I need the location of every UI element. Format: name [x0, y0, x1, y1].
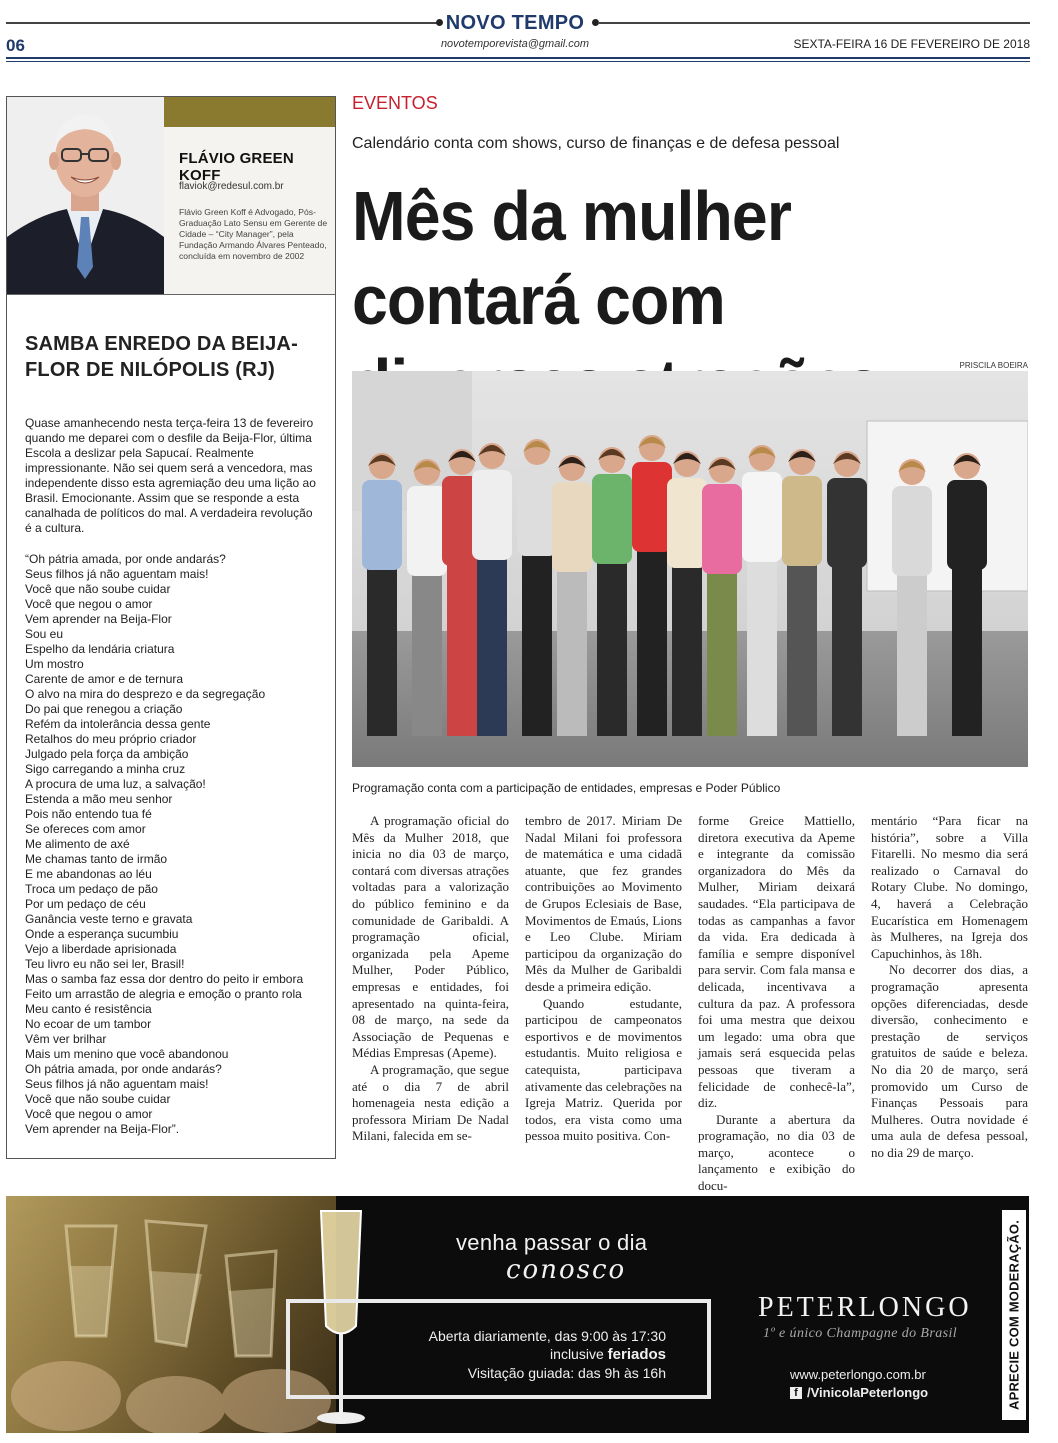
ad-website-link[interactable]: www.peterlongo.com.br — [790, 1367, 926, 1382]
moderation-warning: APRECIE COM MODERAÇÃO. — [1006, 1219, 1022, 1411]
lyric-line: Mais um menino que você abandonou — [25, 1047, 229, 1061]
lyric-line: Retalhos do meu próprio criador — [25, 732, 197, 746]
column-divider — [7, 294, 335, 295]
column-title: SAMBA ENREDO DA BEIJA-FLOR DE NILÓPOLIS (RJ) — [25, 333, 298, 381]
publication-name: NOVO TEMPO — [445, 12, 585, 34]
page-number: 06 — [6, 36, 25, 55]
ad-brand-logo: PETERLONGO — [758, 1292, 972, 1323]
paragraph: forme Greice Mattiello, diretora executiva da Apeme e integrante da comissão organizadora do Mês da Mulher, Miriam deixará saudades. “Ela participava de todas as campanhas a favor da vida. Era dedicada à família e sempre disponível para servir. Com fala mansa e delicada, incentivava a cultura da paz. A professora foi uma mestra que deixou um legado: uma obra que jamais será esquecida pelas pessoas que tiveram a felicidade de conhecê-la”, diz. — [698, 813, 855, 1111]
masthead-rule-thin — [6, 61, 1030, 62]
lyric-line: Teu livro eu não sei ler, Brasil! — [25, 957, 185, 971]
author-name: FLÁVIO GREEN KOFF — [179, 150, 294, 184]
author-email[interactable]: flaviok@redesul.com.br — [179, 181, 284, 192]
lyric-line: Meu canto é resistência — [25, 1002, 152, 1016]
article-column-4 — [871, 813, 1028, 1161]
lyric-line: Vêm ver brilhar — [25, 1032, 107, 1046]
paragraph: mentário “Para ficar na história”, sobre a Villa Fitarelli. No mesmo dia será realizado o Carnaval do Rotary Clube. No domingo, 4, haverá a Celebração Eucarística em Homenagem às Mulheres, na Igreja dos Capuchinhos, às 18h. — [871, 813, 1028, 961]
peterlongo-advertisement[interactable] — [6, 1196, 1029, 1433]
masthead-line-right — [598, 22, 1030, 24]
lyric-line: Refém da intolerância dessa gente — [25, 717, 211, 731]
article-headline: Mês da mulher contará com — [352, 177, 791, 339]
guided-tour-hours: Visitação guiada: das 9h às 16h — [467, 1365, 666, 1381]
article-column-2 — [525, 813, 682, 1145]
lyric-line: Seus filhos já não aguentam mais! — [25, 1077, 209, 1091]
lyric-line: Julgado pela força da ambição — [25, 747, 189, 761]
lyric-line: O alvo na mira do desprezo e da segregação — [25, 687, 266, 701]
lyric-line: Seus filhos já não aguentam mais! — [25, 567, 209, 581]
lyric-line: Você que negou o amor — [25, 597, 153, 611]
lyric-line: Onde a esperança sucumbiu — [25, 927, 179, 941]
lyric-line: “Oh pátria amada, por onde andarás? — [25, 552, 226, 566]
photo-caption: Programação conta com a participação de entidades, empresas e Poder Público — [352, 781, 781, 795]
paragraph: A programação, que segue até o dia 7 de abril homenageia nesta edição a professora Miriam De Nadal Milani, falecida em se- — [352, 1061, 509, 1144]
person-figure — [947, 453, 987, 736]
person-figure — [472, 443, 512, 736]
author-photo — [7, 97, 164, 294]
person-figure — [517, 439, 557, 736]
person-figure — [742, 445, 782, 736]
lyric-line: No ecoar de um tambor — [25, 1017, 152, 1031]
hours-holidays: feriados — [607, 1346, 666, 1363]
article-column-1 — [352, 813, 509, 1145]
lyric-line: Pois não entendo tua fé — [25, 807, 152, 821]
lyric-line: Do pai que renegou a criação — [25, 702, 183, 716]
hours-line-holidays — [336, 1345, 666, 1364]
lyric-line: Sou eu — [25, 627, 64, 641]
ad-tagline: 1º e único Champagne do Brasil — [763, 1326, 958, 1341]
lyric-line: Mas o samba faz essa dor dentro do peito ir embora — [25, 972, 304, 986]
hours-line: Aberta diariamente, das 9:00 às 17:30 — [428, 1328, 666, 1344]
group-photo — [352, 371, 1028, 767]
lyric-line: Um mostro — [25, 657, 84, 671]
lyric-line: Você que não soube cuidar — [25, 582, 171, 596]
hours-prefix: inclusive — [550, 1346, 604, 1362]
column-intro: Quase amanhecendo nesta terça-feira 13 de fevereiro quando me deparei com o desfile da Beija-Flor, última Escola a deslizar pela Sapucaí. Realmente impressionante. Não sei quem será a vencedora, mas independente disso esta agremiação deu uma lição ao Brasil. Emocionante. Assim que se responde a esta canalhada de políticos do mal. A verdadeira revolução é a cultura. — [25, 416, 316, 535]
opinion-column — [6, 96, 336, 1159]
lyric-line: Me chamas tanto de irmão — [25, 852, 168, 866]
masthead-line-left — [6, 22, 438, 24]
samba-lyrics — [25, 552, 325, 1137]
lyric-line: Vem aprender na Beija-Flor”. — [25, 1122, 180, 1136]
lyric-line: Me alimento de axé — [25, 837, 130, 851]
paragraph: No decorrer dos dias, a programação apresenta opções diferenciadas, desde diversão, conhecimento e prestação de serviços gratuitos de saúde e beleza. No dia 20 de março, será promovido um Curso de Finanças Pessoais para Mulheres. Outra novidade é uma aula de defesa pessoal, no dia 29 de março. — [871, 962, 1028, 1160]
person-figure — [592, 447, 632, 736]
author-bio: Flávio Green Koff é Advogado, Pós-Graduação Lato Sensu em Gerente de Cidade – “City Manager”, pela Fundação Armando Álvares Penteado, concluída em novembro de 2002 — [179, 207, 328, 261]
paragraph: tembro de 2017. Miriam De Nadal Milani foi professora de matemática e uma cidadã atuante, que fez grandes contribuições ao Movimento de Grupos Eclesiais de Base, Movimentos de Emaús, Lions e Leo Clube. Miriam participou da organização do Mês da Mulher de Garibaldi desde a primeira edição. — [525, 813, 682, 994]
facebook-handle[interactable]: /VinicolaPeterlongo — [807, 1385, 929, 1400]
person-figure — [892, 459, 932, 736]
person-figure — [702, 457, 742, 736]
paragraph: Durante a abertura da programação, no dia 03 de março, acontece o lançamento e exibição do docu- — [698, 1111, 855, 1194]
lyric-line: Espelho da lendária criatura — [25, 642, 175, 656]
person-figure — [667, 451, 707, 736]
ad-script-text: conosco — [506, 1255, 627, 1285]
paragraph: A programação oficial do Mês da Mulher 2018, que inicia no dia 03 de março, contará com diversas atrações voltadas para a valorização do público feminino e da comunidade de Garibaldi. A programação oficial, organizada pela Apeme Mulher, Poder Público, empresas e entidades, foi apresentado na quinta-feira, 08 de março, na sede da Associação de Pequenas e Médias Empresas (Apeme). — [352, 813, 509, 1061]
lyric-line: Oh pátria amada, por onde andarás? — [25, 1062, 222, 1076]
person-figure — [632, 435, 672, 736]
person-figure — [362, 453, 402, 736]
person-figure — [782, 449, 822, 736]
facebook-icon: f — [790, 1387, 802, 1399]
lyric-line: Você que não soube cuidar — [25, 1092, 171, 1106]
lyric-line: Se ofereces com amor — [25, 822, 146, 836]
lyric-line: Carente de amor e de ternura — [25, 672, 184, 686]
lyric-line: Feito um arrastão de alegria e emoção o pranto rola — [25, 987, 302, 1001]
lyric-line: Vem aprender na Beija-Flor — [25, 612, 172, 626]
ad-headline: venha passar o dia — [456, 1230, 648, 1255]
issue-date: SEXTA-FEIRA 16 DE FEVEREIRO DE 2018 — [793, 37, 1030, 51]
section-label: EVENTOS — [352, 93, 438, 113]
lyric-line: Troca um pedaço de pão — [25, 882, 158, 896]
ad-opening-hours — [336, 1327, 666, 1382]
lyric-line: Vejo a liberdade aprisionada — [25, 942, 177, 956]
ad-facebook-link[interactable] — [790, 1385, 928, 1400]
lyric-line: E me abandonas ao léu — [25, 867, 152, 881]
publication-email[interactable]: novotemporevista@gmail.com — [440, 38, 590, 50]
lyric-line: Sigo carregando a minha cruz — [25, 762, 186, 776]
person-figure — [407, 459, 447, 736]
person-figure — [552, 455, 592, 736]
person-figure — [827, 451, 867, 736]
lyric-line: A procura de uma luz, a salvação! — [25, 777, 206, 791]
lyric-line: Por um pedaço de céu — [25, 897, 146, 911]
lyric-line: Ganância veste terno e gravata — [25, 912, 193, 926]
article-column-3 — [698, 813, 855, 1195]
paragraph: Quando estudante, participou de campeonatos esportivos e de movimentos estudantis. Muito religiosa e catequista, participava ativamente das celebrações na Igreja Matriz. Querida por todos, era vista como uma pessoa muito positiva. Con- — [525, 995, 682, 1144]
article-subhead: Calendário conta com shows, curso de finanças e de defesa pessoal — [352, 135, 840, 152]
lyric-line: Você que negou o amor — [25, 1107, 153, 1121]
photo-credit: PRISCILA BOEIRA — [959, 361, 1028, 370]
masthead-rule — [6, 57, 1030, 59]
lyric-line: Estenda a mão meu senhor — [25, 792, 173, 806]
